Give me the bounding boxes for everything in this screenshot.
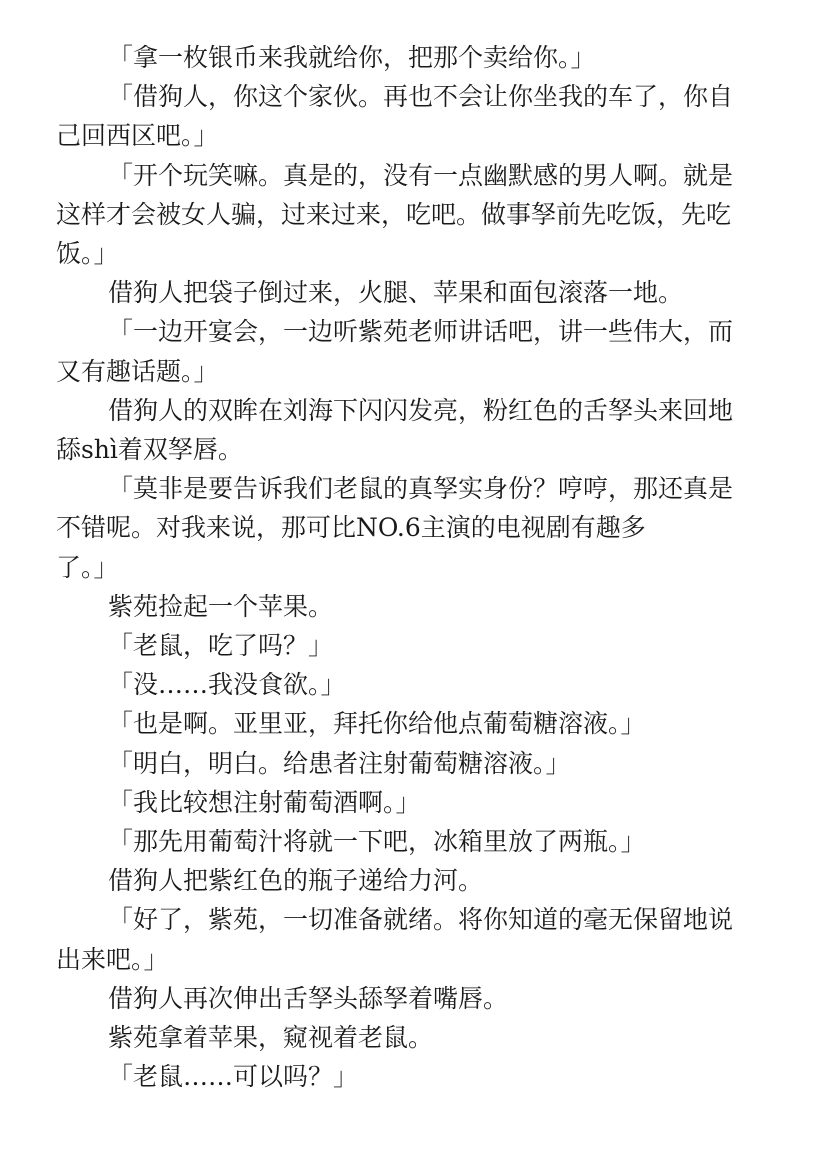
paragraph: 紫苑拿着苹果，窥视着老鼠。 — [108, 1023, 434, 1053]
paragraph: 「一边开宴会，一边听紫苑老师讲话吧，讲一些伟大，而又有趣话题。」 — [56, 317, 734, 386]
paragraph: 借狗人把紫红色的瓶子递给力河。 — [108, 866, 484, 896]
paragraph: 「拿一枚银币来我就给你，把那个卖给你。」 — [108, 43, 596, 72]
paragraph: 「莫非是要告诉我们老鼠的真孥实身份？哼哼，那还真是不错呢。对我来说，那可比NO.6主演的电视剧有趣多 了。」 — [56, 474, 734, 582]
paragraph: 「老鼠，吃了吗？」 — [108, 631, 334, 661]
paragraph: 「老鼠……可以吗？」 — [108, 1062, 359, 1092]
paragraph: 「借狗人，你这个家伙。再也不会让你坐我的车了，你自己回西区吧。」 — [56, 82, 734, 151]
paragraph: 「明白，明白。给患者注射葡萄糖溶液。」 — [108, 748, 571, 778]
paragraph: 紫苑捡起一个苹果。 — [108, 591, 334, 621]
paragraph: 借狗人把袋子倒过来，火腿、苹果和面包滚落一地。 — [108, 278, 684, 308]
paragraph: 「也是啊。亚里亚，拜托你给他点葡萄糖溶液。」 — [108, 709, 646, 739]
paragraph: 「没……我没食欲。」 — [108, 670, 346, 700]
book-page-text — [56, 38, 756, 1096]
paragraph: 借狗人再次伸出舌孥头舔孥着嘴唇。 — [108, 983, 509, 1013]
paragraph: 借狗人的双眸在刘海下闪闪发亮，粉红色的舌孥头来回地舔shì着双孥唇。 — [56, 395, 734, 465]
paragraph: 「好了，紫苑，一切准备就绪。将你知道的毫无保留地说出来吧。」 — [56, 905, 734, 974]
paragraph: 「那先用葡萄汁将就一下吧，冰箱里放了两瓶。」 — [108, 827, 646, 857]
paragraph: 「开个玩笑嘛。真是的，没有一点幽默感的男人啊。就是这样才会被女人骗，过来过来，吃吧。做事孥前先吃饭，先吃饭。」 — [56, 160, 734, 269]
paragraph: 「我比较想注射葡萄酒啊。」 — [108, 787, 421, 817]
